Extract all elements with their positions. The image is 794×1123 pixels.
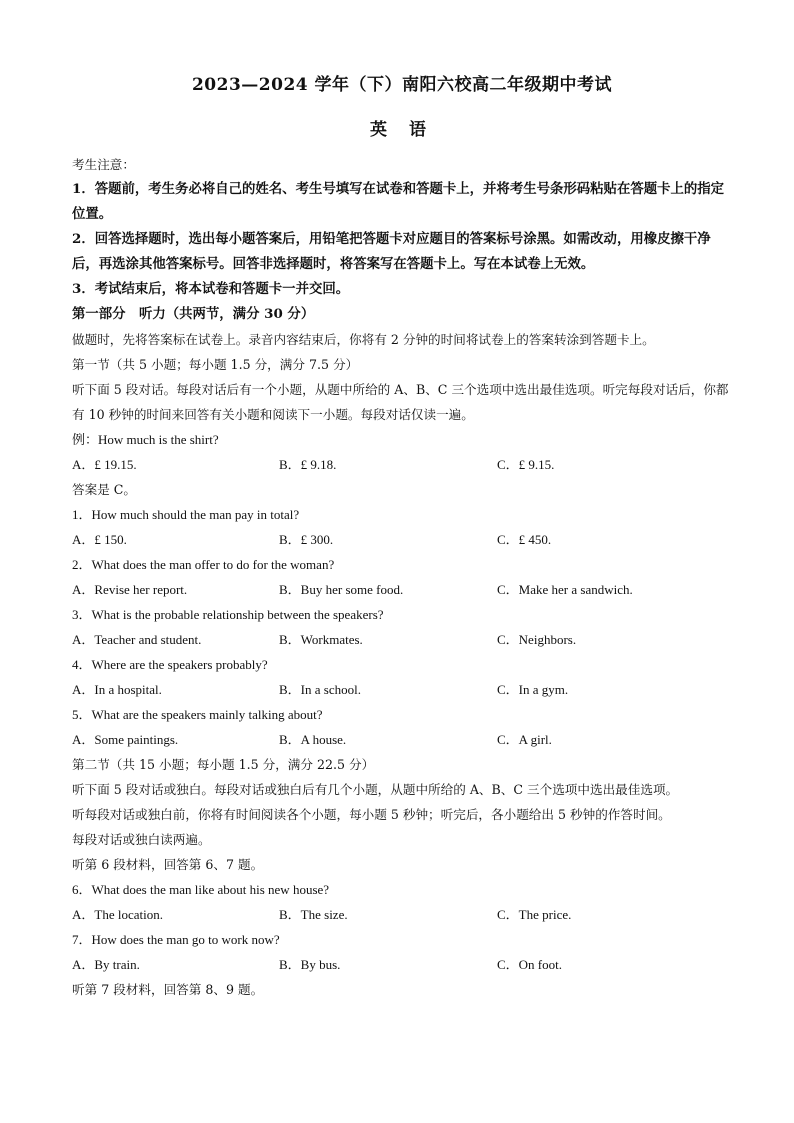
option-a: A．£ 150.: [72, 532, 127, 547]
example-options: [72, 452, 732, 477]
material-7-heading: 听第 7 段材料，回答第 8、9 题。: [72, 982, 264, 997]
question-4-options: [72, 677, 732, 702]
question-5: 5．What are the speakers mainly talking about?: [72, 707, 323, 722]
notice-item-1: 1．答题前，考生务必将自己的姓名、考生号填写在试卷和答题卡上，并将考生号条形码粘贴在答题卡上的指定位置。: [72, 181, 725, 222]
option-b: B．A house.: [279, 732, 347, 747]
exam-page: [72, 70, 732, 1002]
option-a: A．Some paintings.: [72, 732, 179, 747]
question-2-options: [72, 577, 732, 602]
question-4: 4．Where are the speakers probably?: [72, 657, 268, 672]
option-c: C．Make her a sandwich.: [497, 582, 633, 597]
question-2: 2．What does the man offer to do for the woman?: [72, 557, 335, 572]
option-a: A．In a hospital.: [72, 682, 162, 697]
option-a: A．The location.: [72, 907, 163, 922]
notice-item-2: 2．回答选择题时，选出每小题答案后，用铅笔把答题卡对应题目的答案标号涂黑。如需改动，用橡皮擦干净后，再选涂其他答案标号。回答非选择题时，将答案写在答题卡上。写在本试卷上无效。: [72, 231, 711, 272]
example-question: 例：How much is the shirt?: [72, 432, 219, 447]
option-b: B．Workmates.: [279, 632, 363, 647]
option-c: C．£ 450.: [497, 532, 552, 547]
part1-instruction: 做题时，先将答案标在试卷上。录音内容结束后，你将有 2 分钟的时间将试卷上的答案转涂到答题卡上。: [72, 332, 655, 347]
option-a: A．By train.: [72, 957, 140, 972]
option-b: B．£ 9.18.: [279, 457, 337, 472]
section1-instruction: 听下面 5 段对话。每段对话后有一个小题，从题中所给的 A、B、C 三个选项中选出最佳选项。听完每段对话后，你都有 10 秒钟的时间来回答有关小题和阅读下一小题。每段对话仅读一遍。: [72, 382, 729, 422]
option-b: B．In a school.: [279, 682, 361, 697]
option-a: A．£ 19.15.: [72, 457, 137, 472]
question-1-options: [72, 527, 732, 552]
question-5-options: [72, 727, 732, 752]
option-b: B．£ 300.: [279, 532, 334, 547]
option-c: C．£ 9.15.: [497, 457, 555, 472]
option-b: B．By bus.: [279, 957, 341, 972]
section2-instruction-3: 每段对话或独白读两遍。: [72, 832, 211, 847]
question-3: 3．What is the probable relationship between the speakers?: [72, 607, 384, 622]
part1-heading: 第一部分 听力（共两节，满分 30 分）: [72, 306, 315, 322]
option-b: B．Buy her some food.: [279, 582, 404, 597]
notice-item-3: 3．考试结束后，将本试卷和答题卡一并交回。: [72, 281, 350, 297]
option-c: C．On foot.: [497, 957, 563, 972]
question-3-options: [72, 627, 732, 652]
option-c: C．Neighbors.: [497, 632, 577, 647]
option-c: C．In a gym.: [497, 682, 569, 697]
exam-title: 2023—2024 学年（下）南阳六校高二年级期中考试: [191, 75, 613, 95]
option-b: B．The size.: [279, 907, 348, 922]
option-a: A．Revise her report.: [72, 582, 188, 597]
example-answer: 答案是 C。: [72, 482, 137, 497]
option-a: A．Teacher and student.: [72, 632, 202, 647]
option-c: C．The price.: [497, 907, 572, 922]
question-6: 6．What does the man like about his new house?: [72, 882, 330, 897]
section2-instruction-2: 听每段对话或独白前，你将有时间阅读各个小题，每小题 5 秒钟；听完后，各小题给出 5 秒钟的作答时间。: [72, 807, 671, 822]
section2-instruction-1: 听下面 5 段对话或独白。每段对话或独白后有几个小题，从题中所给的 A、B、C 三个选项中选出最佳选项。: [72, 782, 679, 797]
question-7: 7．How does the man go to work now?: [72, 932, 280, 947]
notice-heading: 考生注意：: [72, 157, 135, 172]
option-c: C．A girl.: [497, 732, 552, 747]
question-1: 1．How much should the man pay in total?: [72, 507, 300, 522]
question-7-options: [72, 952, 732, 977]
subject-title: 英 语: [370, 120, 434, 140]
section2-heading: 第二节（共 15 小题；每小题 1.5 分，满分 22.5 分）: [72, 757, 375, 772]
section1-heading: 第一节（共 5 小题；每小题 1.5 分，满分 7.5 分）: [72, 357, 359, 372]
question-6-options: [72, 902, 732, 927]
material-6-heading: 听第 6 段材料，回答第 6、7 题。: [72, 857, 264, 872]
